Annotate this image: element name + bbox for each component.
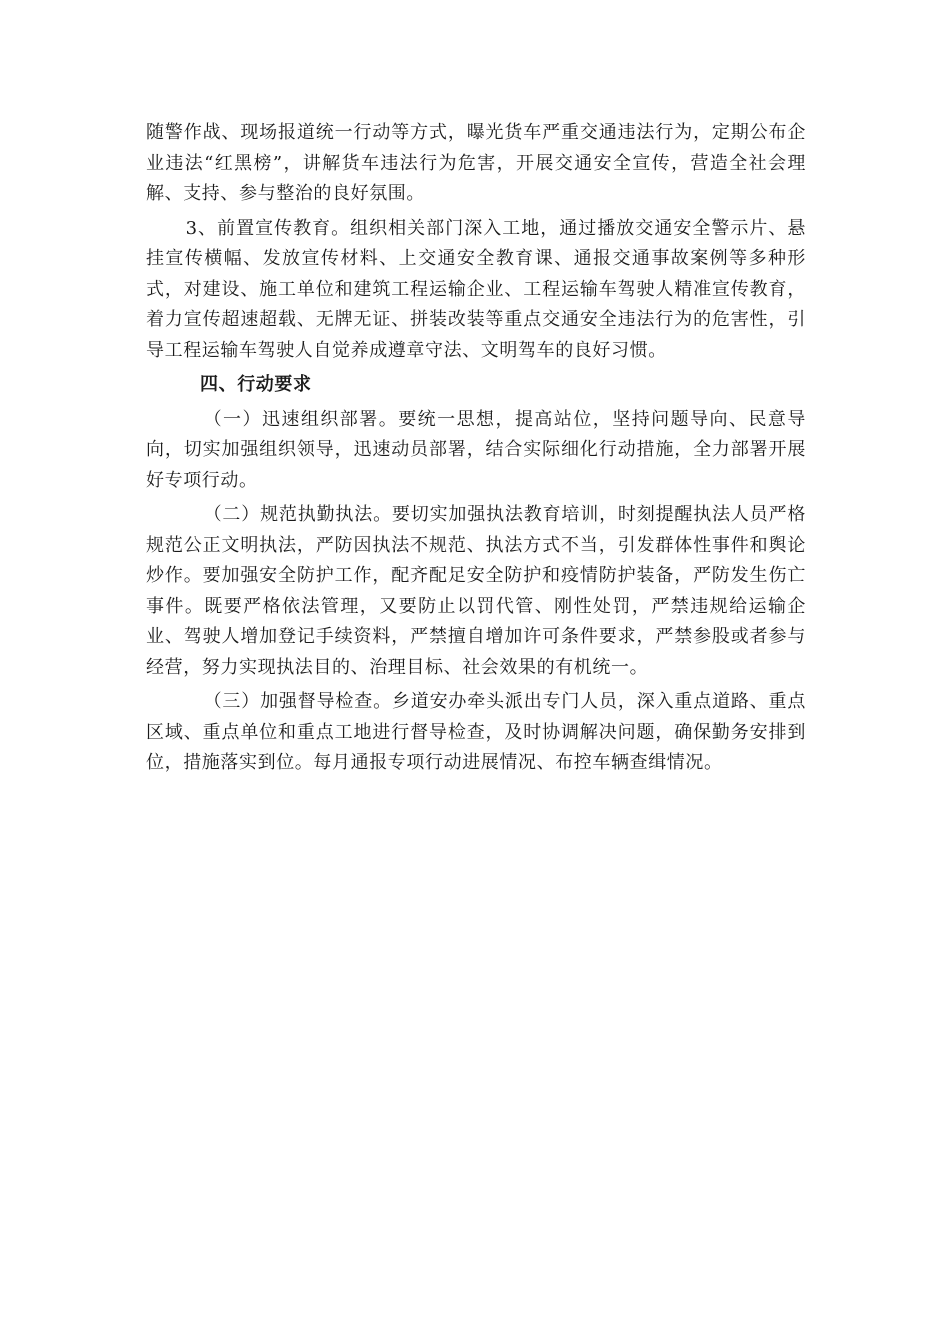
paragraph-supervision-inspection: （三）加强督导检查。乡道安办牵头派出专门人员，深入重点道路、重点区域、重点单位和重点工地进行督导检查，及时协调解决问题，确保勤务安排到位，措施落实到位。每月通报专项行动进展情况、布控车辆查缉情况。 — [146, 691, 806, 773]
paragraph-standardize-enforcement: （二）规范执勤执法。要切实加强执法教育培训，时刻提醒执法人员严格规范公正文明执法，严防因执法不规范、执法方式不当，引发群体性事件和舆论炒作。要加强安全防护工作，配齐配足安全防护和疫情防护装备，严防发生伤亡事件。既要严格依法管理，又要防止以罚代管、刚性处罚，严禁违规给运输企业、驾驶人增加登记手续资料，严禁擅自增加许可条件要求，严禁参股或者参与经营，努力实现执法目的、治理目标、社会效果的有机统一。 — [146, 504, 806, 678]
section-heading-action-requirements: 四、行动要求 — [200, 374, 312, 395]
paragraph-front-publicity-education: 3、前置宣传教育。组织相关部门深入工地，通过播放交通安全警示片、悬挂宣传横幅、发放宣传材料、上交通安全教育课、通报交通事故案例等多种形式，对建设、施工单位和建筑工程运输企业、工程运输车驾驶人精准宣传教育，着力宣传超速超载、无牌无证、拼装改装等重点交通安全违法行为的危害性，引导工程运输车驾驶人自觉养成遵章守法、文明驾车的良好习惯。 — [146, 217, 806, 361]
paragraph-publicity-continued: 随警作战、现场报道统一行动等方式，曝光货车严重交通违法行为，定期公布企业违法“红黑榜”，讲解货车违法行为危害，开展交通安全宣传，营造全社会理解、支持、参与整治的良好氛围。 — [146, 122, 806, 204]
paragraph-organize-deployment: （一）迅速组织部署。要统一思想，提高站位，坚持问题导向、民意导向，切实加强组织领导，迅速动员部署，结合实际细化行动措施，全力部署开展好专项行动。 — [146, 408, 806, 491]
document-body — [146, 118, 806, 783]
